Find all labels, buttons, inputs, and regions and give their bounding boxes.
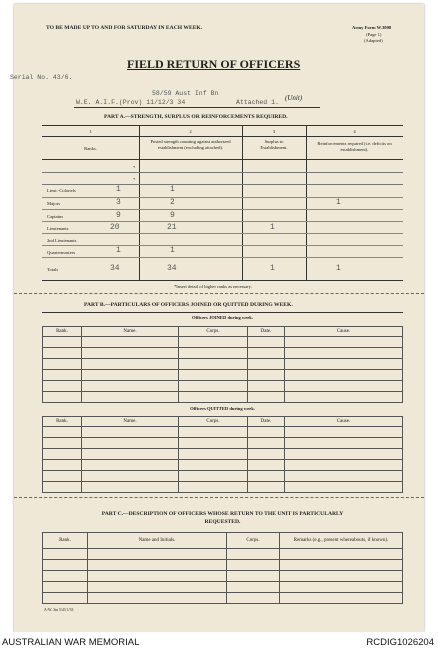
- part-a-divider-2: [242, 125, 243, 281]
- quitted-table: [42, 416, 403, 493]
- unit-name: 58/59 Aust Inf Bn: [152, 90, 219, 97]
- reinforcements-value: 1: [336, 198, 341, 207]
- star-marker-1: *: [133, 165, 136, 170]
- table-row: [43, 359, 403, 370]
- form-sheet: [10, 4, 424, 632]
- col-number-1: 1: [89, 129, 92, 134]
- col-rank: Rank.: [43, 417, 82, 427]
- form-number: Army Form W.3008: [352, 25, 392, 30]
- totals-posted: 34: [167, 264, 177, 273]
- establishment-value: 1: [116, 246, 121, 255]
- part-c-title-line1: PART C.—DESCRIPTION OF OFFICERS WHOSE RETURN TO THE UNIT IS PARTICULARLY: [101, 511, 344, 517]
- rank-label: Lieutenants: [47, 226, 69, 231]
- form-title: FIELD RETURN OF OFFICERS: [127, 57, 301, 71]
- rank-label: Majors: [47, 201, 61, 206]
- rank-label: Quartermasters: [47, 250, 76, 255]
- table-row: [43, 427, 403, 438]
- part-b-top-rule: [42, 312, 403, 313]
- part-c-title-line2: REQUESTED.: [204, 519, 241, 525]
- part-a-top-rule: [42, 125, 403, 126]
- table-row: [43, 593, 403, 604]
- unit-underline: [74, 107, 320, 108]
- col-name: Name.: [82, 327, 179, 337]
- footnote: *Insert detail of higher ranks as necessary.: [174, 284, 252, 289]
- totals-surplus: 1: [270, 264, 275, 273]
- col-header-ranks: Ranks.: [84, 146, 97, 151]
- col-corps: Corps.: [227, 533, 280, 549]
- table-row: [43, 549, 403, 560]
- col-remarks: Remarks (e.g., present whereabouts, if known).: [280, 533, 403, 549]
- col-cause: Cause.: [285, 327, 403, 337]
- table-row: [43, 392, 403, 403]
- archive-footer: [0, 632, 438, 653]
- quitted-title: Officers QUITTED during week.: [190, 406, 255, 411]
- instruction-text: TO BE MADE UP TO AND FOR SATURDAY IN EACH WEEK.: [46, 25, 203, 31]
- table-row: [43, 571, 403, 582]
- table-row: [43, 337, 403, 348]
- col-date: Date.: [248, 417, 285, 427]
- fold-line: [14, 497, 424, 498]
- establishment-value: 9: [116, 211, 121, 220]
- posted-value: 21: [167, 223, 177, 232]
- table-row: [43, 582, 403, 593]
- attached-count: Attached 1.: [236, 99, 279, 106]
- establishment-value: 3: [116, 198, 121, 207]
- col-number-2: 2: [189, 129, 192, 134]
- unit-establishment: W.E. A.I.F.(Prov) 11/12/3 34: [76, 99, 186, 106]
- col-name-initials: Name and Initials.: [88, 533, 227, 549]
- part-a-divider-1: [139, 125, 140, 281]
- table-row: [43, 471, 403, 482]
- surplus-value: 1: [270, 223, 275, 232]
- unit-label: (Unit): [285, 94, 303, 102]
- establishment-value: 1: [116, 185, 121, 194]
- rank-label: Lieut.-Colonels: [47, 188, 76, 193]
- table-row: [43, 381, 403, 392]
- establishment-value: 20: [110, 223, 120, 232]
- table-row: [43, 449, 403, 460]
- posted-value: 1: [170, 185, 175, 194]
- col-header-posted: Posted strength counting against authorized establishment (excluding attached).: [150, 139, 231, 150]
- col-name: Name.: [82, 417, 179, 427]
- totals-establishment: 34: [110, 264, 120, 273]
- posted-value: 9: [170, 211, 175, 220]
- table-row: [43, 348, 403, 359]
- archive-id: RCDIG1026204: [366, 637, 434, 648]
- col-cause: Cause.: [285, 417, 403, 427]
- joined-table: [42, 326, 403, 403]
- form-page: (Page 1): [366, 32, 382, 37]
- part-a-divider-3: [306, 125, 307, 281]
- archive-name: AUSTRALIAN WAR MEMORIAL: [2, 637, 140, 648]
- col-header-reinforcements: Reinforcements required (i.e. deficits on establishment).: [317, 141, 392, 152]
- table-row: [43, 438, 403, 449]
- part-a-number-rule: [42, 136, 403, 137]
- col-number-4: 4: [353, 129, 356, 134]
- printer-mark: A-W. 3m 5/43 1/33: [44, 608, 74, 612]
- col-corps: Corps.: [179, 327, 248, 337]
- rank-label: 2nd Lieutenants: [47, 238, 77, 243]
- totals-label: Totals: [47, 267, 59, 272]
- table-row: [43, 460, 403, 471]
- star-marker-2: *: [133, 177, 136, 182]
- posted-value: 2: [170, 198, 175, 207]
- part-c-table: [42, 532, 403, 604]
- fold-line: [14, 293, 424, 294]
- part-a-header-rule: [42, 159, 403, 160]
- part-a-bottom-rule: [42, 280, 403, 281]
- joined-title: Officers JOINED during week.: [192, 315, 253, 320]
- col-rank: Rank.: [43, 533, 88, 549]
- col-rank: Rank.: [43, 327, 82, 337]
- part-b-title: PART B.—PARTICULARS OF OFFICERS JOINED OR QUITTED DURING WEEK.: [84, 302, 293, 308]
- part-a-title: PART A.—STRENGTH, SURPLUS OR REINFORCEMENTS REQUIRED.: [104, 114, 288, 120]
- serial-number: Serial No. 43/6.: [10, 74, 73, 81]
- form-adapted: (Adapted): [364, 38, 383, 43]
- col-date: Date.: [248, 327, 285, 337]
- totals-reinforcements: 1: [336, 264, 341, 273]
- rank-label: Captains: [47, 214, 64, 219]
- col-corps: Corps.: [179, 417, 248, 427]
- table-row: [43, 560, 403, 571]
- col-number-3: 3: [272, 129, 276, 134]
- table-row: [43, 370, 403, 381]
- posted-value: 1: [170, 246, 175, 255]
- table-row: [43, 482, 403, 493]
- col-header-surplus: Surplus to Establishment.: [260, 139, 288, 150]
